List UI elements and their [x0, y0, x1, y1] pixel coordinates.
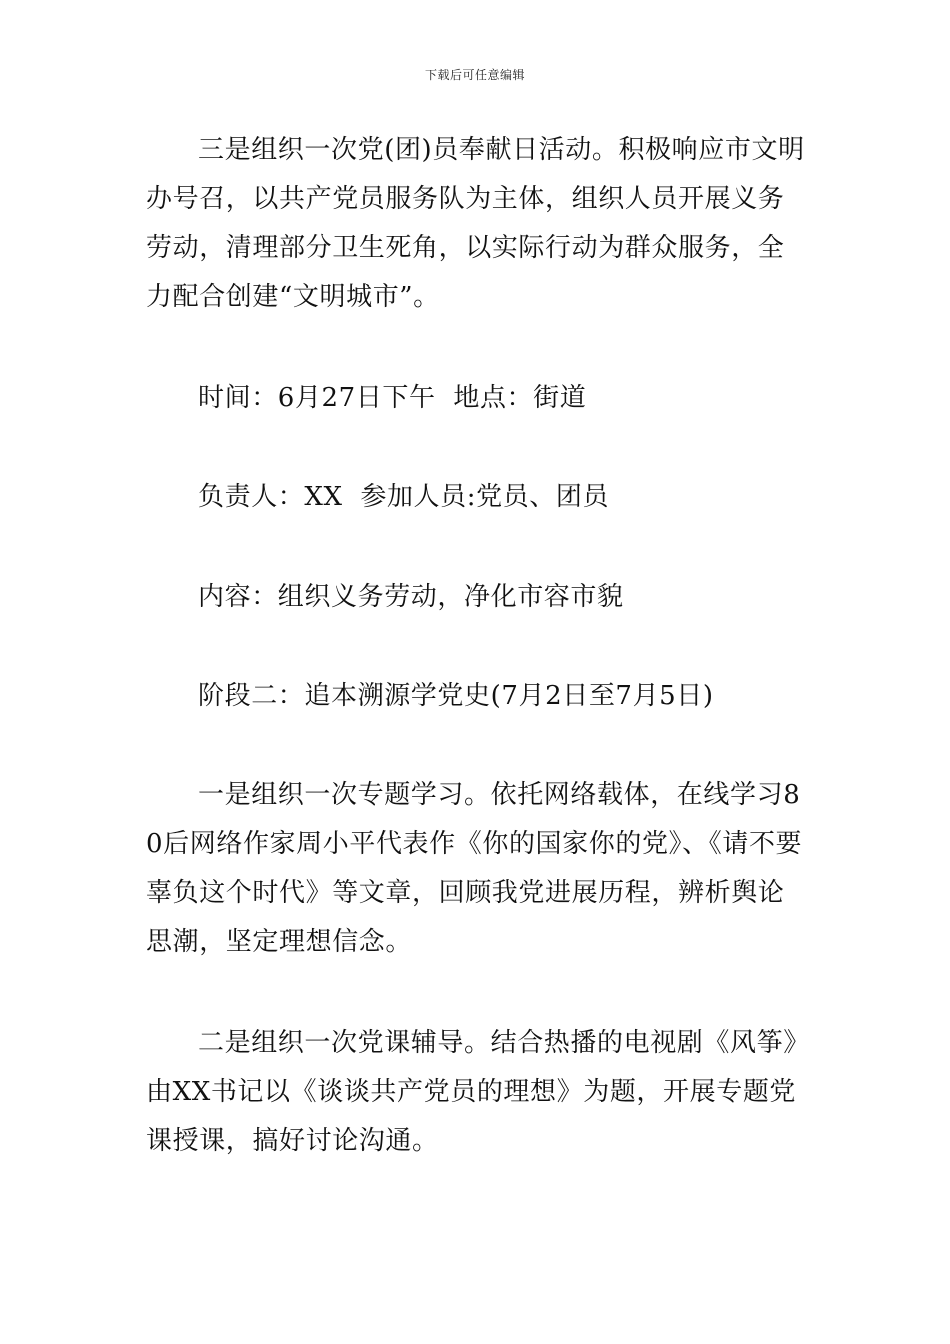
paragraph-text: 内容：组织义务劳动，净化市容市貌 [198, 582, 624, 612]
paragraph-topic-study [146, 771, 810, 967]
paragraph-party-lecture [146, 1019, 810, 1166]
paragraph-text: 二是组织一次党课辅导。结合热播的电视剧《风筝》由XX书记以《谈谈共产党员的理想》为题，开展专题党课授课，搞好讨论沟通。 [146, 1028, 810, 1156]
paragraph-text: 三是组织一次党(团)员奉献日活动。积极响应市文明办号召，以共产党员服务队为主体，组织人员开展义务劳动，清理部分卫生死角，以实际行动为群众服务，全力配合创建“文明城市”。 [146, 135, 805, 312]
paragraph-time-location [146, 374, 810, 423]
paragraph-activity-description [146, 126, 810, 322]
paragraph-responsible-person [146, 473, 810, 522]
paragraph-text: 负责人：XX 参加人员:党员、团员 [198, 482, 610, 512]
paragraph-stage-two-heading [146, 672, 810, 721]
paragraph-text: 一是组织一次专题学习。依托网络载体，在线学习80后网络作家周小平代表作《你的国家你的党》、《请不要辜负这个时代》等文章，回顾我党进展历程，辨析舆论思潮，坚定理想信念。 [146, 780, 803, 957]
paragraph-content [146, 573, 810, 622]
paragraph-text: 时间：6月27日下午 地点：街道 [198, 383, 587, 413]
page-header: 下载后可任意编辑 [424, 68, 525, 82]
paragraph-text: 阶段二：追本溯源学党史(7月2日至7月5日) [198, 681, 714, 711]
